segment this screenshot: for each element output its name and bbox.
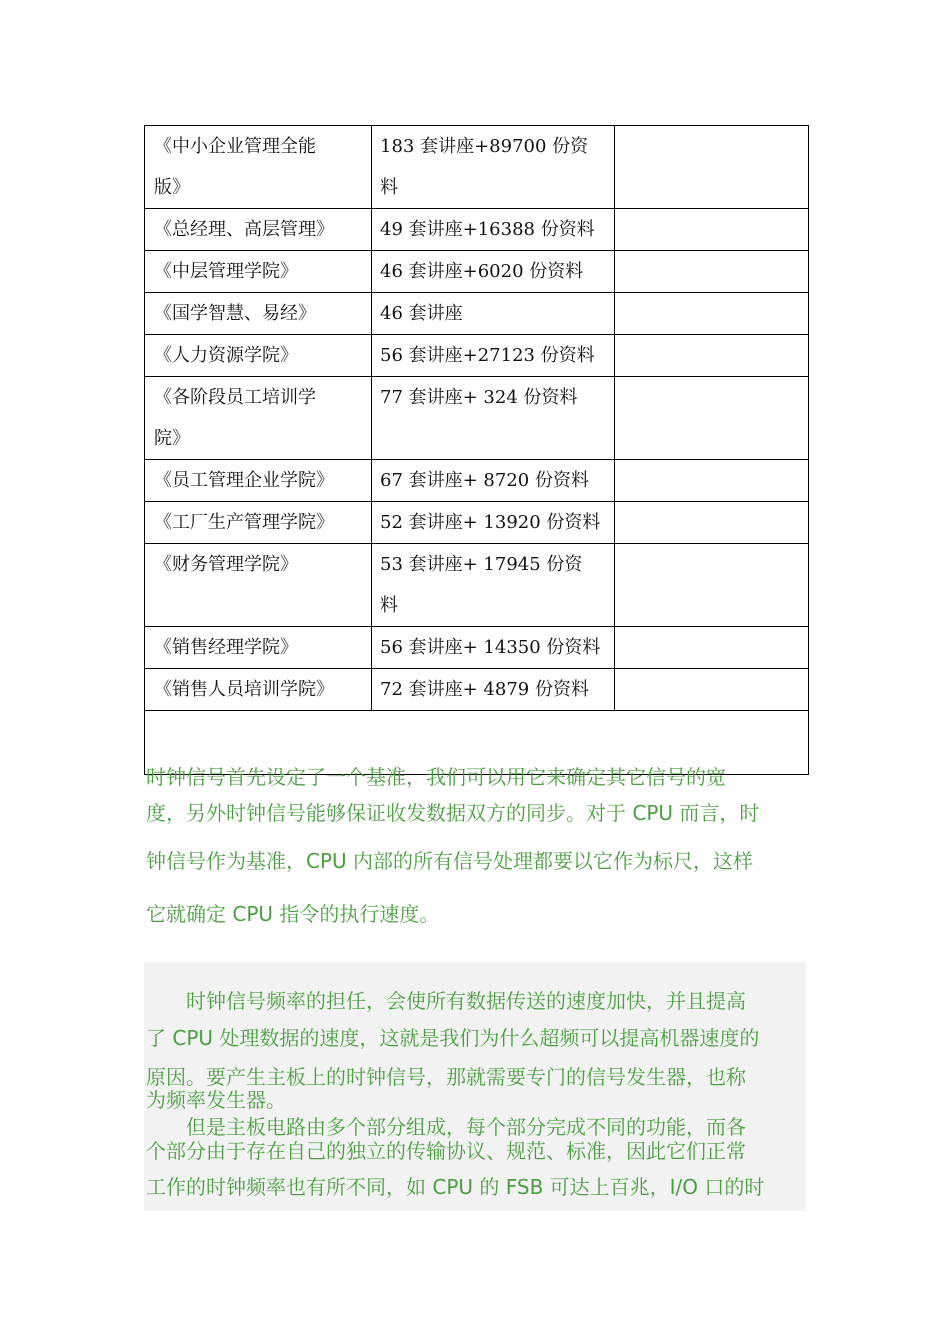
table-row	[145, 209, 809, 251]
course-name-cell	[145, 669, 372, 711]
table-row	[145, 377, 809, 460]
course-name-cell	[145, 251, 372, 293]
course-name-cell	[145, 335, 372, 377]
course-note-cell	[615, 209, 809, 251]
paragraph-line: 它就确定 CPU 指令的执行速度。	[146, 902, 440, 926]
course-name-cell	[145, 460, 372, 502]
course-content-cell	[372, 460, 615, 502]
course-content-cell	[372, 544, 615, 627]
paragraph-line: 时钟信号首先设定了一个基准，我们可以用它来确定其它信号的宽	[146, 765, 726, 789]
course-content: 56 套讲座+27123 份资料	[380, 345, 595, 366]
course-content: 77 套讲座+ 324 份资料	[380, 387, 578, 408]
paragraph-line: 时钟信号频率的担任，会使所有数据传送的速度加快，并且提高	[146, 989, 746, 1013]
paragraph-line: 了 CPU 处理数据的速度，这就是我们为什么超频可以提高机器速度的	[146, 1026, 760, 1050]
course-name: 《销售经理学院》	[154, 637, 298, 658]
shaded-text-box	[144, 962, 806, 1211]
table-row	[145, 544, 809, 627]
course-name: 院》	[154, 428, 190, 449]
table-row	[145, 251, 809, 293]
course-name: 《中小企业管理全能	[154, 136, 316, 157]
paragraph-clock-signal	[146, 762, 812, 940]
course-name-cell	[145, 377, 372, 460]
course-name-cell	[145, 209, 372, 251]
course-content: 56 套讲座+ 14350 份资料	[380, 637, 601, 658]
course-note-cell	[615, 460, 809, 502]
course-note-cell	[615, 293, 809, 335]
course-note-cell	[615, 669, 809, 711]
course-note-cell	[615, 251, 809, 293]
table-row	[145, 502, 809, 544]
table-row	[145, 335, 809, 377]
course-content-cell	[372, 627, 615, 669]
course-name: 版》	[154, 177, 190, 198]
course-content-cell	[372, 126, 615, 209]
paragraph-line: 度，另外时钟信号能够保证收发数据双方的同步。对于 CPU 而言，时	[146, 801, 760, 825]
table-row	[145, 126, 809, 209]
table-row	[145, 669, 809, 711]
course-name-cell	[145, 627, 372, 669]
course-content: 72 套讲座+ 4879 份资料	[380, 679, 589, 700]
course-content-cell	[372, 293, 615, 335]
course-name: 《财务管理学院》	[154, 554, 298, 575]
course-content: 46 套讲座+6020 份资料	[380, 261, 584, 282]
course-content-cell	[372, 335, 615, 377]
table-row	[145, 627, 809, 669]
course-content-cell	[372, 502, 615, 544]
course-content: 67 套讲座+ 8720 份资料	[380, 470, 589, 491]
course-content-cell	[372, 669, 615, 711]
course-name: 《员工管理企业学院》	[154, 470, 334, 491]
course-note-cell	[615, 126, 809, 209]
course-content: 183 套讲座+89700 份资料	[380, 136, 589, 198]
course-note-cell	[615, 544, 809, 627]
paragraph-line: 个部分由于存在自己的独立的传输协议、规范、标准，因此它们正常	[146, 1139, 746, 1163]
table-row	[145, 293, 809, 335]
course-name: 《工厂生产管理学院》	[154, 512, 334, 533]
paragraph-line: 钟信号作为基准，CPU 内部的所有信号处理都要以它作为标尺，这样	[146, 849, 754, 873]
course-content-cell	[372, 251, 615, 293]
course-name: 《销售人员培训学院》	[154, 679, 334, 700]
course-name-cell	[145, 293, 372, 335]
course-name: 《中层管理学院》	[154, 261, 298, 282]
paragraph-line: 工作的时钟频率也有所不同，如 CPU 的 FSB 可达上百兆，I/O 口的时	[146, 1175, 765, 1199]
course-name: 《人力资源学院》	[154, 345, 298, 366]
course-name-cell	[145, 126, 372, 209]
course-name: 《总经理、高层管理》	[154, 219, 334, 240]
course-note-cell	[615, 335, 809, 377]
course-content-cell	[372, 377, 615, 460]
table-row	[145, 460, 809, 502]
catalog-body	[145, 126, 809, 775]
course-content: 料	[380, 595, 398, 616]
paragraph-line: 为频率发生器。	[146, 1088, 286, 1112]
course-name-cell	[145, 502, 372, 544]
paragraph-line: 但是主板电路由多个部分组成，每个部分完成不同的功能，而各	[146, 1115, 746, 1139]
course-note-cell	[615, 377, 809, 460]
course-note-cell	[615, 502, 809, 544]
course-note-cell	[615, 627, 809, 669]
course-name-cell	[145, 544, 372, 627]
course-content: 49 套讲座+16388 份资料	[380, 219, 595, 240]
paragraph-line: 原因。要产生主板上的时钟信号，那就需要专门的信号发生器，也称	[146, 1065, 746, 1089]
course-content-cell	[372, 209, 615, 251]
course-content: 52 套讲座+ 13920 份资料	[380, 512, 601, 533]
course-name: 《国学智慧、易经》	[154, 303, 316, 324]
course-catalog-table	[144, 125, 809, 775]
course-content: 46 套讲座	[380, 303, 463, 324]
course-name: 《各阶段员工培训学	[154, 387, 316, 408]
course-content: 53 套讲座+ 17945 份资	[380, 554, 583, 575]
